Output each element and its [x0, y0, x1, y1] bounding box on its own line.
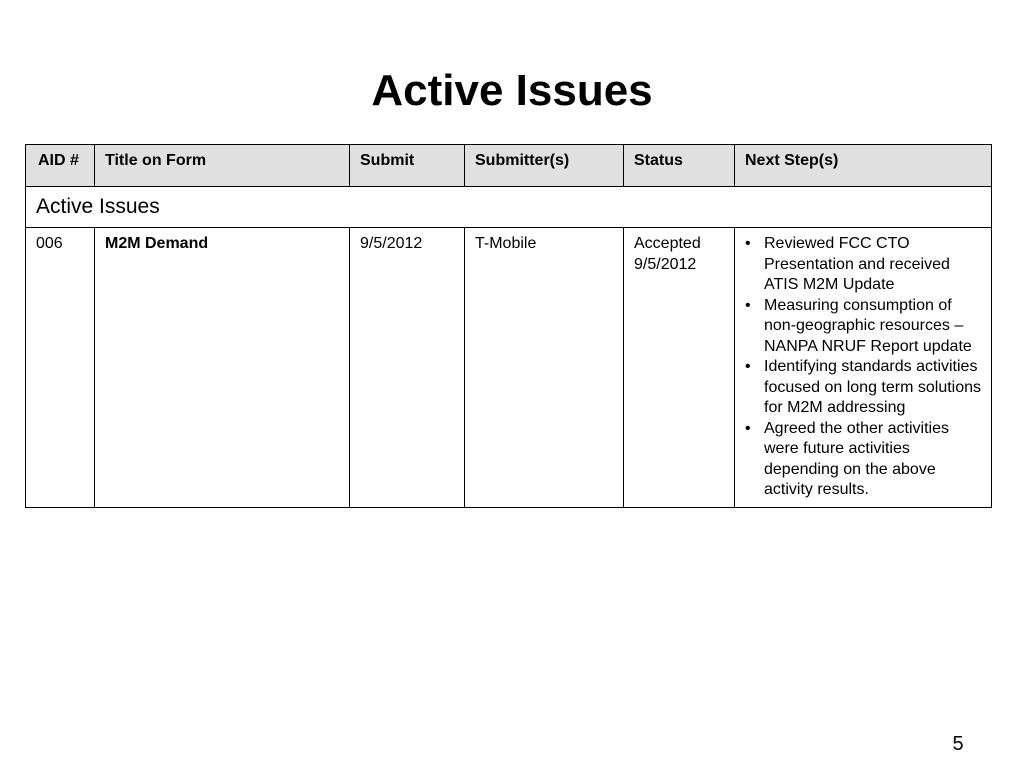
header-title-on-form: Title on Form: [95, 145, 350, 187]
table-row: [26, 228, 992, 508]
next-steps-list: [745, 234, 981, 501]
header-next-steps: Next Step(s): [735, 145, 992, 187]
page-number: 5: [952, 733, 964, 755]
cell-aid: 006: [26, 228, 95, 508]
table-header-row: [26, 145, 992, 187]
cell-submit-date: 9/5/2012: [350, 228, 465, 508]
bullet-icon: •: [745, 419, 751, 437]
bullet-icon: •: [745, 235, 751, 252]
next-step-item: [745, 296, 981, 358]
next-step-text: Agreed the other activities were future activities depending on the above activity results.: [764, 419, 949, 498]
slide-title: Active Issues: [371, 66, 653, 115]
bullet-icon: •: [745, 296, 751, 314]
status-date: 9/5/2012: [634, 255, 697, 273]
next-step-text: Identifying standards activities focused on long term solutions for M2M addressing: [764, 358, 982, 416]
cell-next-steps: [735, 228, 992, 508]
cell-status: [624, 228, 735, 508]
next-step-text: Reviewed FCC CTO Presentation and received ATIS M2M Update: [764, 235, 950, 293]
status-text: Accepted: [634, 235, 701, 252]
next-step-text: Measuring consumption of non-geographic resources – NANPA NRUF Report update: [764, 296, 972, 355]
header-submitters: Submitter(s): [465, 145, 624, 187]
next-step-item: [745, 419, 981, 501]
cell-title: M2M Demand: [95, 228, 350, 508]
header-status: Status: [624, 145, 735, 187]
next-step-item: [745, 357, 981, 419]
header-submit: Submit: [350, 145, 465, 187]
section-row: [26, 187, 992, 228]
active-issues-table: [25, 144, 992, 508]
next-step-item: [745, 234, 981, 296]
bullet-icon: •: [745, 358, 751, 375]
cell-submitters: T-Mobile: [465, 228, 624, 508]
section-label: Active Issues: [26, 187, 992, 228]
header-aid: AID #: [26, 145, 95, 187]
